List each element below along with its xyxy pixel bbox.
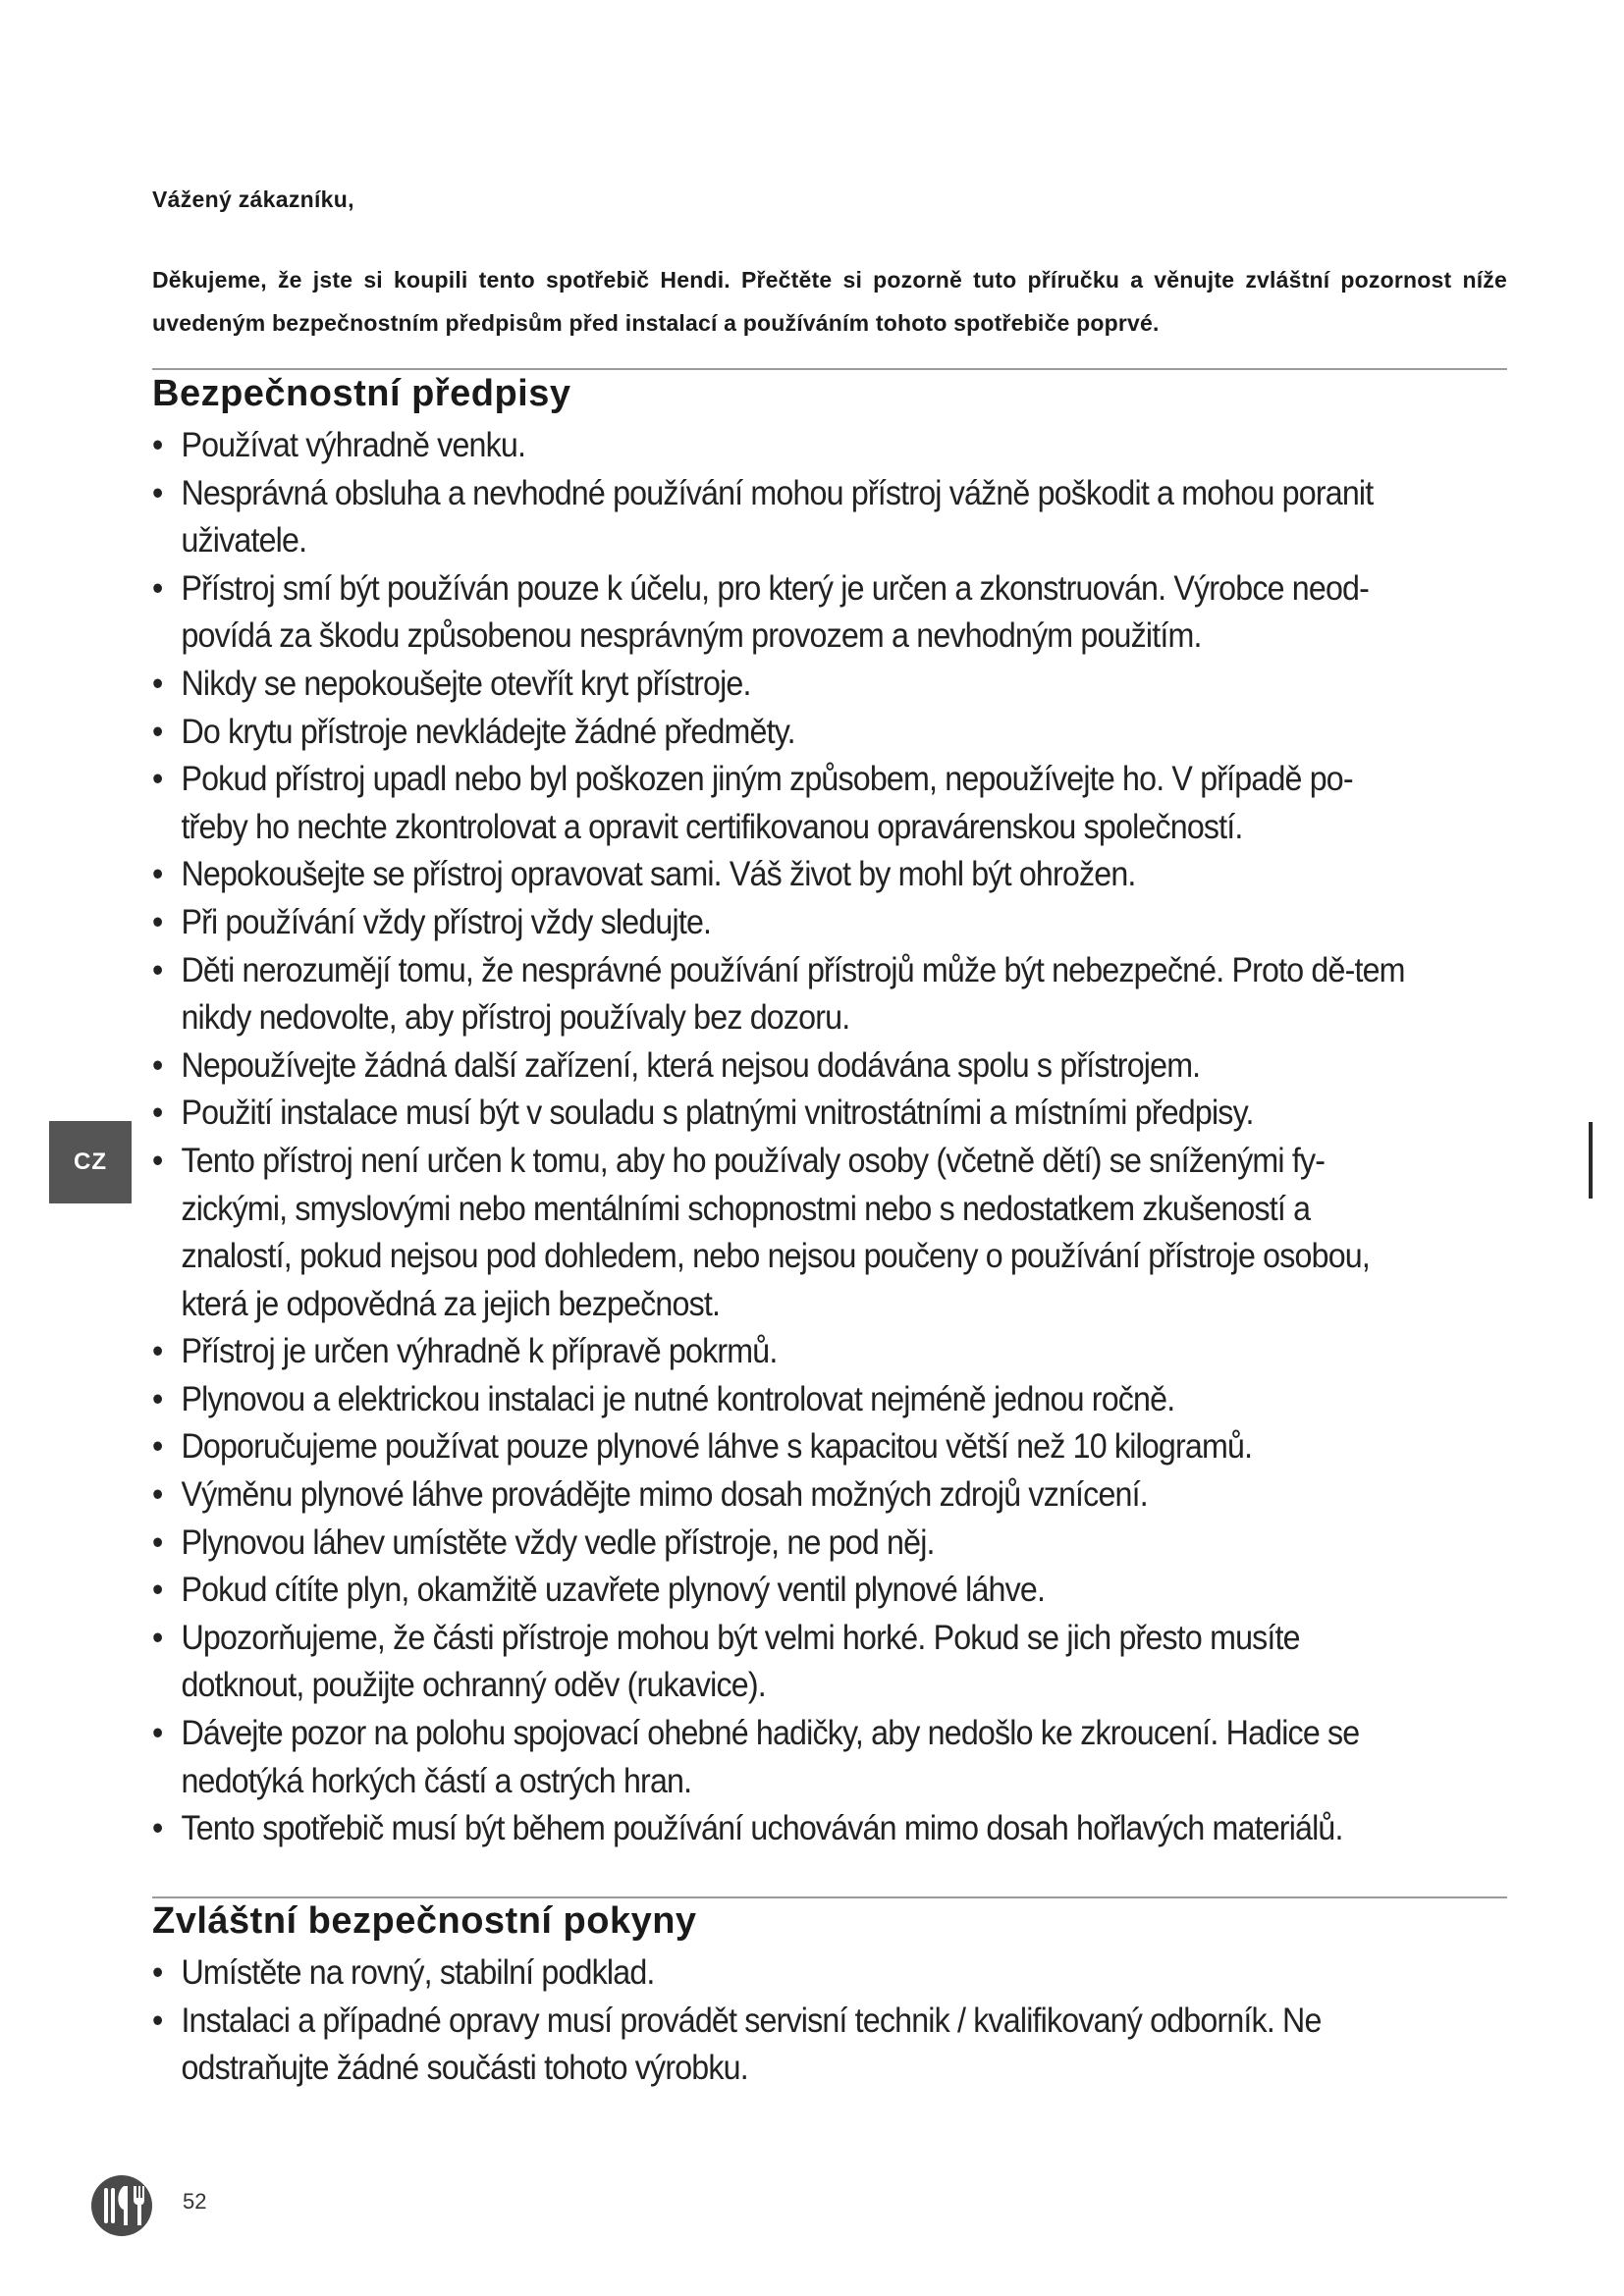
- list-item: • Umístěte na rovný, stabilní podklad.: [152, 1949, 1417, 1998]
- special-list: [152, 1949, 1417, 2093]
- divider: [152, 368, 1507, 370]
- greeting: Vážený zákazníku,: [152, 187, 354, 212]
- list-item: • Plynovou láhev umístěte vždy vedle přístroje, ne pod něj.: [152, 1520, 1417, 1568]
- list-item: • Tento přístroj není určen k tomu, aby ho používaly osoby (včetně dětí) se sníženými fy-zickými, smyslovými nebo mentálními schopnostmi nebo s nedostatkem zkušeností a znalostí, pokud nejsou pod dohledem, nebo nejsou poučeny o používání přístroje osobou, která je odpovědná za jejich bezpečnost.: [152, 1138, 1417, 1328]
- list-item: • Instalaci a případné opravy musí provádět servisní technik / kvalifikovaný odborník. Ne odstraňujte žádné součásti tohoto výrobku.: [152, 1998, 1417, 2093]
- list-item: • Pokud cítíte plyn, okamžitě uzavřete plynový ventil plynové láhve.: [152, 1567, 1417, 1615]
- list-item: • Děti nerozumějí tomu, že nesprávné používání přístrojů může být nebezpečné. Proto dě-tem nikdy nedovolte, aby přístroj používaly bez dozoru.: [152, 947, 1417, 1042]
- list-item: • Doporučujeme používat pouze plynové láhve s kapacitou větší než 10 kilogramů.: [152, 1423, 1417, 1471]
- list-item: • Přístroj je určen výhradně k přípravě pokrmů.: [152, 1328, 1417, 1376]
- intro-paragraph: Děkujeme, že jste si koupili tento spotřebič Hendi. Přečtěte si pozorně tuto příručku a věnujte zvláštní pozornost níže uvedeným bezpečnostním předpisům před instalací a používáním tohoto spotřebiče poprvé.: [152, 267, 1507, 336]
- page-number: 52: [183, 2189, 207, 2214]
- section-title-special: Zvláštní bezpečnostní pokyny: [152, 1900, 697, 1942]
- list-item: • Do krytu přístroje nevkládejte žádné předměty.: [152, 709, 1417, 757]
- list-item: • Dávejte pozor na polohu spojovací ohebné hadičky, aby nedošlo ke zkroucení. Hadice se nedotýká horkých částí a ostrých hran.: [152, 1710, 1417, 1805]
- list-item: • Při používání vždy přístroj vždy sledujte.: [152, 899, 1417, 947]
- language-tab: CZ: [49, 1121, 132, 1203]
- list-item: • Nesprávná obsluha a nevhodné používání mohou přístroj vážně poškodit a mohou poranit uživatele.: [152, 470, 1417, 565]
- side-marker: [1589, 1122, 1593, 1199]
- list-item: • Nikdy se nepokoušejte otevřít kryt přístroje.: [152, 661, 1417, 709]
- list-item: • Nepokoušejte se přístroj opravovat sami. Váš život by mohl být ohrožen.: [152, 851, 1417, 899]
- list-item: • Upozorňujeme, že části přístroje mohou být velmi horké. Pokud se jich přesto musíte dotknout, použijte ochranný oděv (rukavice).: [152, 1615, 1417, 1710]
- list-item: • Použití instalace musí být v souladu s platnými vnitrostátními a místními předpisy.: [152, 1090, 1417, 1138]
- list-item: • Výměnu plynové láhve provádějte mimo dosah možných zdrojů vznícení.: [152, 1471, 1417, 1520]
- list-item: • Pokud přístroj upadl nebo byl poškozen jiným způsobem, nepoužívejte ho. V případě po-třeby ho nechte zkontrolovat a opravit certifikovanou opravárenskou společností.: [152, 756, 1417, 851]
- list-item: • Používat výhradně venku.: [152, 422, 1417, 470]
- section-title-safety: Bezpečnostní předpisy: [152, 373, 571, 414]
- cutlery-logo-icon: [90, 2174, 153, 2237]
- list-item: • Nepoužívejte žádná další zařízení, která nejsou dodávána spolu s přístrojem.: [152, 1042, 1417, 1091]
- list-item: • Přístroj smí být používán pouze k účelu, pro který je určen a zkonstruován. Výrobce neod-povídá za škodu způsobenou nesprávným provozem a nevhodným použitím.: [152, 565, 1417, 661]
- safety-list: [152, 422, 1417, 1853]
- list-item: • Plynovou a elektrickou instalaci je nutné kontrolovat nejméně jednou ročně.: [152, 1376, 1417, 1424]
- divider: [152, 1896, 1507, 1898]
- list-item: • Tento spotřebič musí být během používání uchováván mimo dosah hořlavých materiálů.: [152, 1805, 1417, 1853]
